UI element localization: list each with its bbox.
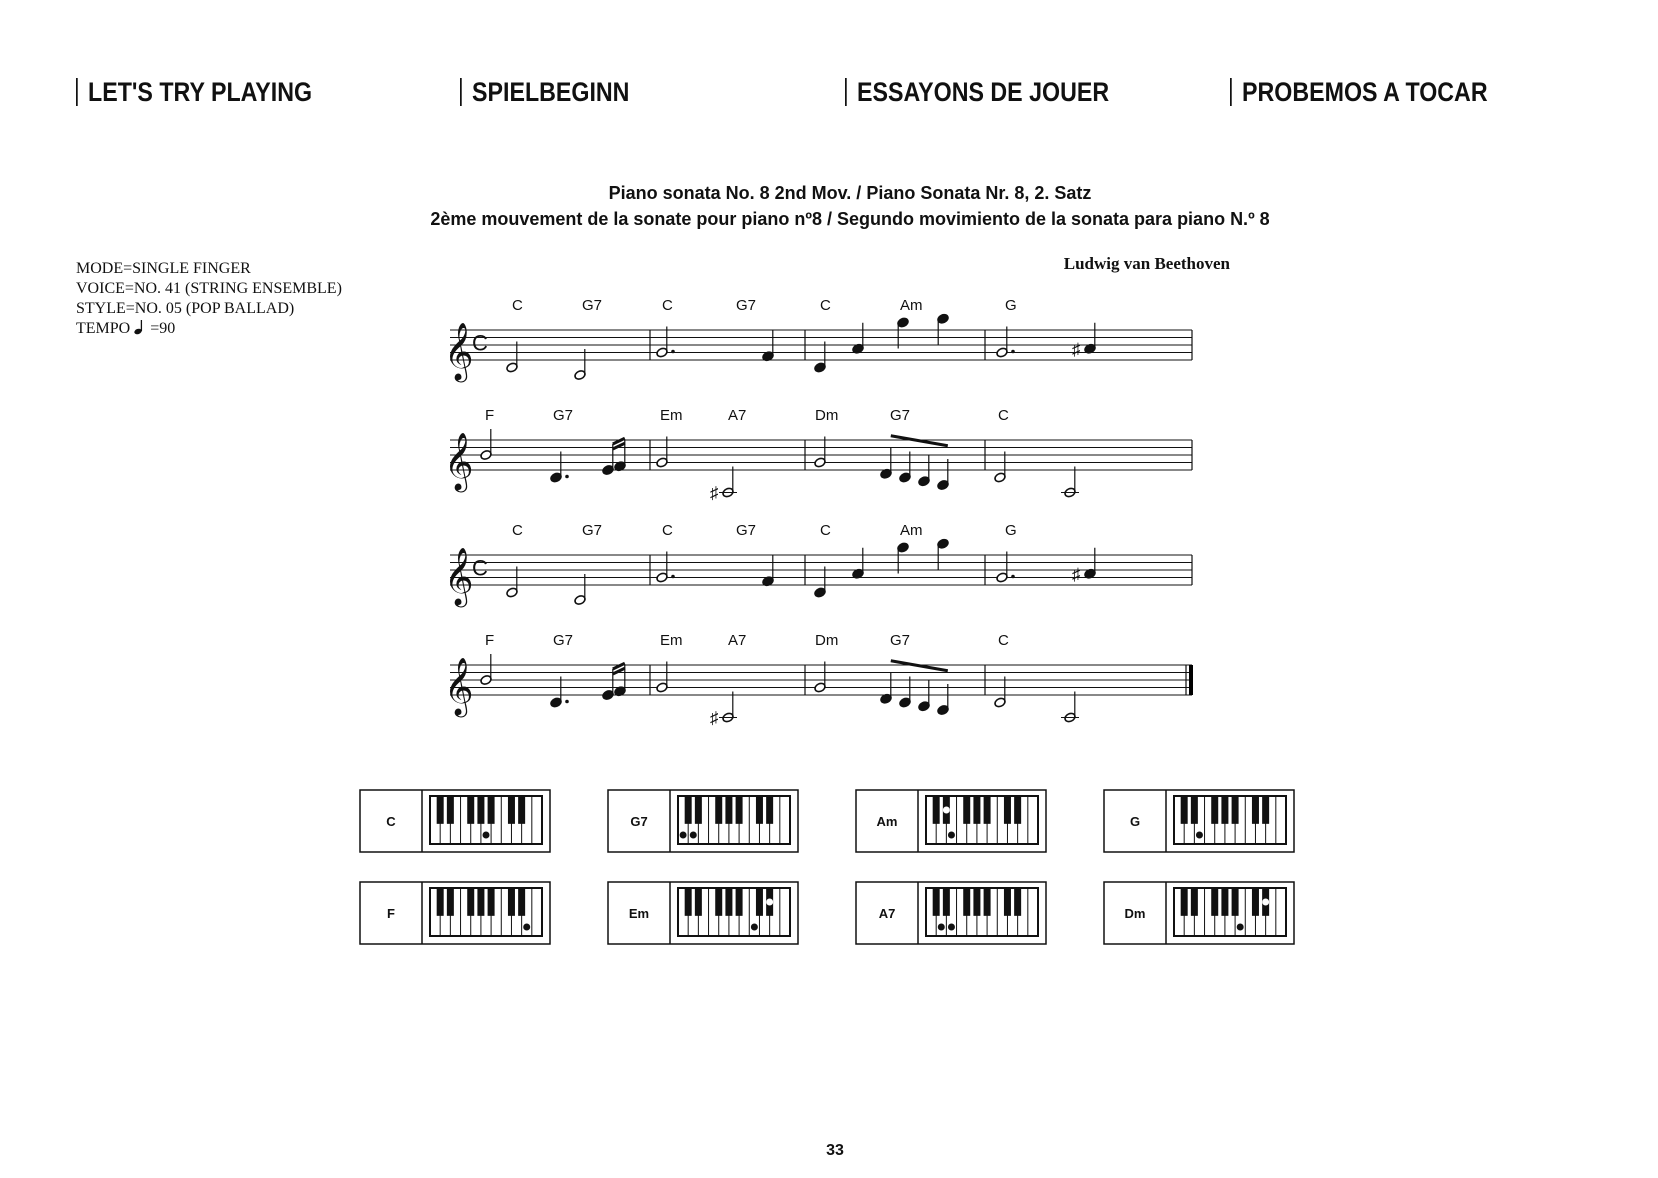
chord-symbol: C: [820, 297, 831, 314]
header-spanish: PROBEMOS A TOCAR: [1230, 78, 1488, 106]
chord-note-dot: [690, 832, 697, 839]
chord-symbol: C: [512, 297, 523, 314]
chord-diagrams: [360, 790, 1290, 950]
chord-symbol: A7: [728, 632, 747, 649]
chord-note-dot: [523, 924, 530, 931]
black-key: [1252, 796, 1259, 824]
chord-box-3: [856, 790, 1046, 852]
chord-name: G: [1129, 814, 1141, 829]
sharp-sign: ♯: [1072, 564, 1081, 584]
black-key: [1014, 796, 1021, 824]
time-signature: C: [472, 330, 488, 356]
chord-symbol: G7: [553, 407, 574, 424]
chord-symbol: G7: [553, 632, 574, 649]
chord-symbol: C: [512, 522, 523, 539]
chord-symbol: Em: [660, 632, 683, 649]
chord-name: Am: [876, 814, 898, 829]
black-key: [685, 888, 692, 916]
chord-box-5: [360, 882, 550, 944]
black-key: [518, 888, 525, 916]
black-key: [736, 888, 743, 916]
time-signature: C: [472, 555, 488, 581]
keyboard-frame: [678, 888, 790, 936]
tempo-setting: [76, 319, 342, 339]
tempo-value: =90: [150, 320, 176, 337]
black-key: [1191, 796, 1198, 824]
black-key: [508, 888, 515, 916]
black-key: [756, 888, 763, 916]
augmentation-dot: [565, 700, 569, 704]
black-key: [1211, 796, 1218, 824]
chord-box-4: [1104, 790, 1294, 852]
chord-symbol: G: [1005, 522, 1017, 539]
chord-note-dot: [1196, 832, 1203, 839]
black-key: [467, 796, 474, 824]
chord-name: G7: [630, 814, 648, 829]
augmentation-dot: [565, 475, 569, 479]
quarter-note-icon: [134, 319, 146, 335]
black-key: [1004, 796, 1011, 824]
chord-symbol: A7: [728, 407, 747, 424]
black-key: [488, 888, 495, 916]
staff-system-2: [444, 407, 1192, 503]
black-key: [518, 796, 525, 824]
staff-system-3: [444, 522, 1192, 608]
chord-symbol: G: [1005, 297, 1017, 314]
chord-symbol: Dm: [815, 632, 839, 649]
black-key: [973, 796, 980, 824]
augmentation-dot: [671, 350, 675, 354]
black-key: [437, 888, 444, 916]
staff-system-4: [444, 632, 1193, 728]
chord-name: Em: [628, 906, 650, 921]
chord-symbol: C: [998, 632, 1009, 649]
augmentation-dot: [671, 575, 675, 579]
beam: [891, 661, 948, 671]
chord-symbol: G7: [736, 522, 757, 539]
chord-name: Dm: [1124, 906, 1146, 921]
chord-note-dot: [1262, 899, 1269, 906]
black-key: [477, 796, 484, 824]
black-key: [1004, 888, 1011, 916]
black-key: [695, 888, 702, 916]
song-title-line2: 2ème mouvement de la sonate pour piano nº8 / Segundo movimiento de la sonata para piano N.º 8: [430, 209, 1270, 229]
black-key: [685, 796, 692, 824]
black-key: [1191, 888, 1198, 916]
tempo-label: TEMPO: [76, 320, 131, 337]
chord-box-2: [608, 790, 798, 852]
song-title-line1: Piano sonata No. 8 2nd Mov. / Piano Sonata Nr. 8, 2. Satz: [608, 183, 1092, 203]
chord-box-1: [360, 790, 550, 852]
black-key: [736, 796, 743, 824]
chord-symbol: Am: [900, 297, 923, 314]
composer-name: Ludwig van Beethoven: [1063, 254, 1230, 273]
header-french: ESSAYONS DE JOUER: [845, 78, 1109, 106]
chord-symbol: G7: [736, 297, 757, 314]
chord-keyboard-table: [360, 790, 1290, 955]
chord-symbol: C: [998, 407, 1009, 424]
black-key: [477, 888, 484, 916]
black-key: [1221, 796, 1228, 824]
black-key: [984, 796, 991, 824]
black-key: [766, 796, 773, 824]
chord-note-dot: [483, 832, 490, 839]
page-number: 33: [826, 1142, 844, 1159]
chord-note-dot: [766, 899, 773, 906]
chord-note-dot: [680, 832, 687, 839]
treble-clef-icon: 𝄞: [444, 548, 474, 604]
chord-symbol: G7: [890, 632, 911, 649]
chord-name: F: [387, 906, 395, 921]
black-key: [1221, 888, 1228, 916]
style-setting: STYLE=NO. 05 (POP BALLAD): [76, 300, 295, 317]
song-title: [300, 180, 1400, 232]
black-key: [508, 796, 515, 824]
sharp-sign: ♯: [710, 483, 719, 503]
keyboard-frame: [1174, 888, 1286, 936]
black-key: [933, 888, 940, 916]
chord-note-dot: [938, 924, 945, 931]
black-key: [437, 796, 444, 824]
black-key: [943, 888, 950, 916]
chord-note-dot: [948, 832, 955, 839]
beam: [891, 436, 948, 446]
black-key: [1232, 796, 1239, 824]
header-english: LET'S TRY PLAYING: [76, 78, 312, 106]
black-key: [725, 888, 732, 916]
chord-note-dot: [948, 924, 955, 931]
chord-symbol: C: [820, 522, 831, 539]
chord-name: C: [386, 814, 396, 829]
augmentation-dot: [1011, 350, 1015, 354]
chord-symbol: C: [662, 522, 673, 539]
chord-symbol: F: [485, 407, 495, 424]
black-key: [1181, 888, 1188, 916]
sharp-sign: ♯: [1072, 339, 1081, 359]
black-key: [1181, 796, 1188, 824]
chord-symbol: G7: [582, 522, 603, 539]
chord-symbol: F: [485, 632, 495, 649]
treble-clef-icon: 𝄞: [444, 323, 474, 379]
chord-note-dot: [1237, 924, 1244, 931]
black-key: [1262, 796, 1269, 824]
black-key: [695, 796, 702, 824]
mode-setting: MODE=SINGLE FINGER: [76, 260, 251, 277]
black-key: [1232, 888, 1239, 916]
chord-box-8: [1104, 882, 1294, 944]
black-key: [1252, 888, 1259, 916]
treble-clef-icon: 𝄞: [444, 658, 474, 714]
chord-note-dot: [751, 924, 758, 931]
black-key: [447, 796, 454, 824]
keyboard-frame: [926, 796, 1038, 844]
chord-symbol: Dm: [815, 407, 839, 424]
black-key: [973, 888, 980, 916]
black-key: [725, 796, 732, 824]
chord-symbol: G7: [890, 407, 911, 424]
chord-symbol: Am: [900, 522, 923, 539]
treble-clef-icon: 𝄞: [444, 433, 474, 489]
black-key: [447, 888, 454, 916]
sharp-sign: ♯: [710, 708, 719, 728]
chord-box-7: [856, 882, 1046, 944]
black-key: [1014, 888, 1021, 916]
chord-symbol: C: [662, 297, 673, 314]
black-key: [467, 888, 474, 916]
voice-setting: VOICE=NO. 41 (STRING ENSEMBLE): [76, 280, 342, 297]
chord-symbol: G7: [582, 297, 603, 314]
black-key: [715, 888, 722, 916]
augmentation-dot: [1011, 575, 1015, 579]
black-key: [756, 796, 763, 824]
score-staves: [444, 290, 1230, 750]
chord-note-dot: [943, 807, 950, 814]
black-key: [963, 796, 970, 824]
black-key: [984, 888, 991, 916]
keyboard-settings: [76, 259, 342, 339]
black-key: [933, 796, 940, 824]
black-key: [1211, 888, 1218, 916]
chord-symbol: Em: [660, 407, 683, 424]
sheet-music: [444, 290, 1230, 755]
black-key: [963, 888, 970, 916]
staff-system-1: [444, 297, 1192, 383]
header-german: SPIELBEGINN: [460, 78, 629, 106]
final-barline-thick: [1189, 665, 1193, 695]
black-key: [715, 796, 722, 824]
chord-box-6: [608, 882, 798, 944]
keyboard-frame: [1174, 796, 1286, 844]
black-key: [488, 796, 495, 824]
chord-name: A7: [878, 906, 896, 921]
page-header: [0, 72, 1658, 122]
